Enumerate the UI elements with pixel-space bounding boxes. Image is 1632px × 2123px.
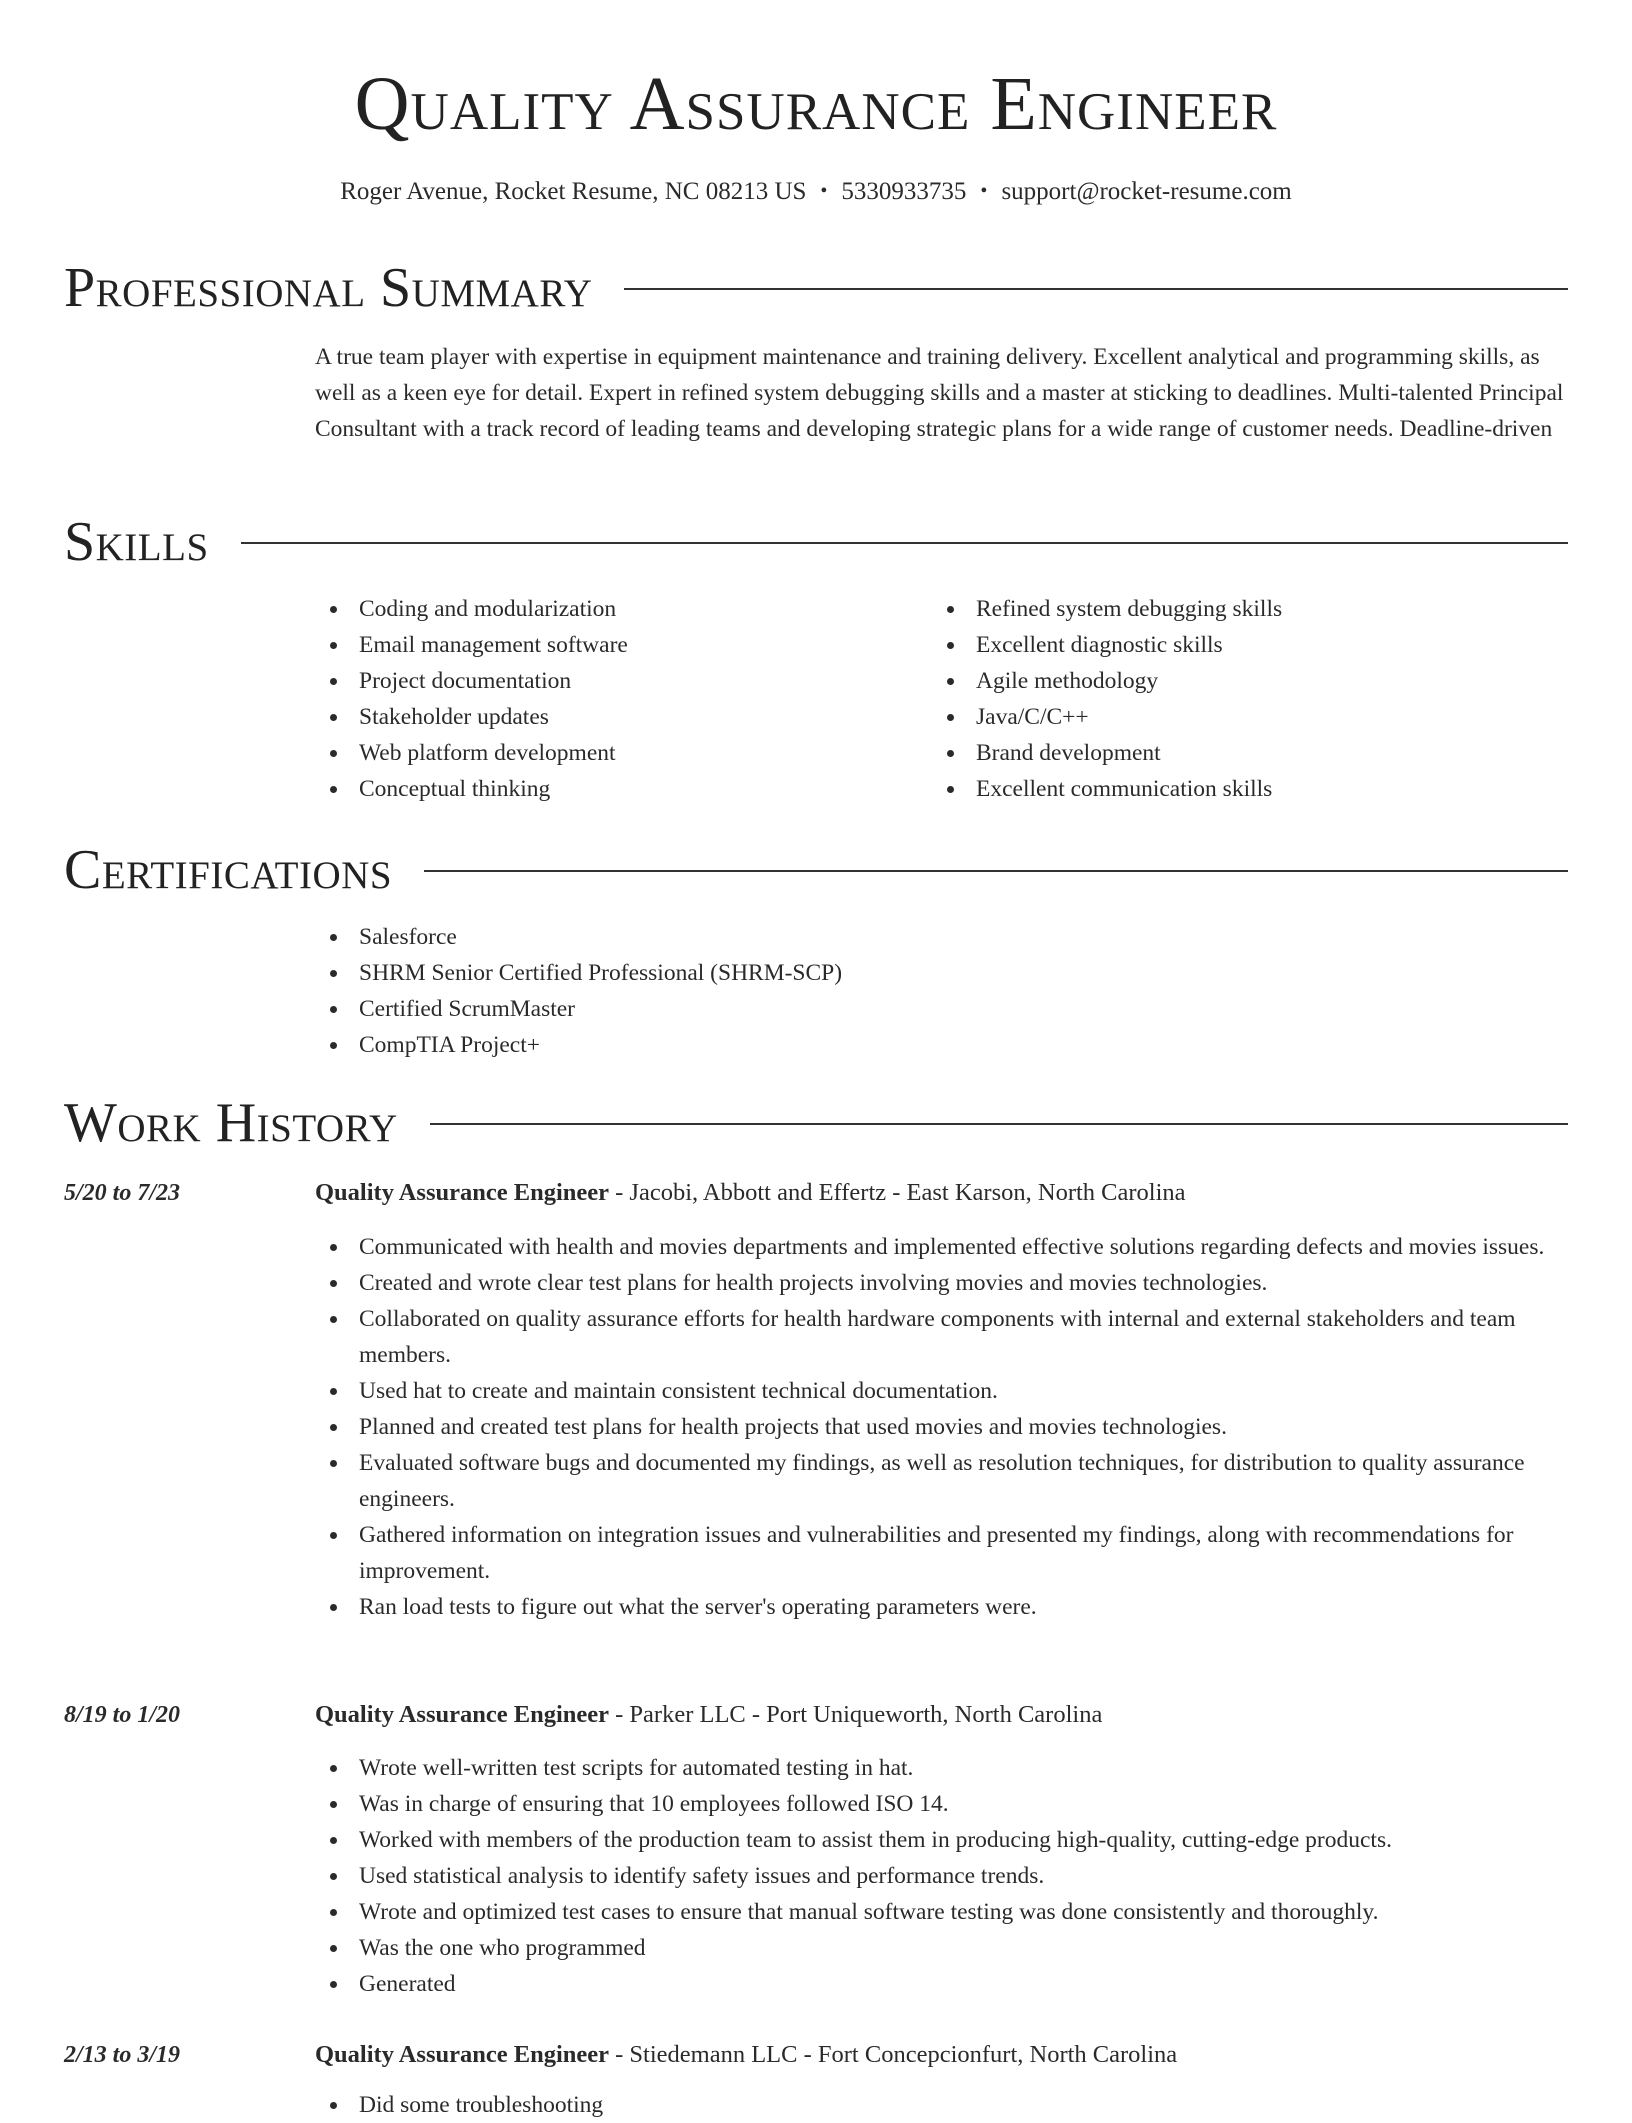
certification-item: CompTIA Project+ [315, 1027, 842, 1063]
skill-item: Java/C/C++ [932, 699, 1572, 735]
certification-item: SHRM Senior Certified Professional (SHRM-SCP) [315, 955, 842, 991]
section-title-certifications: Certifications [64, 839, 393, 901]
job-bullet: Gathered information on integration issues and vulnerabilities and presented my findings, along with recommendations for improvement. [315, 1517, 1570, 1589]
job-bullet: Wrote well-written test scripts for automated testing in hat. [315, 1750, 1570, 1786]
resume-name: Quality Assurance Engineer [354, 62, 1278, 146]
job-bullet: Ran load tests to figure out what the server's operating parameters were. [315, 1589, 1570, 1625]
skills-list-left [315, 591, 915, 807]
section-divider [624, 288, 1568, 290]
section-title-work-history: Work History [64, 1092, 398, 1154]
job-dates: 5/20 to 7/23 [64, 1180, 181, 1206]
skill-item: Refined system debugging skills [932, 591, 1572, 627]
contact-email[interactable]: support@rocket-resume.com [1001, 178, 1292, 205]
job-role: Quality Assurance Engineer [315, 1701, 610, 1728]
skill-item: Excellent diagnostic skills [932, 627, 1572, 663]
job-bullet: Used statistical analysis to identify safety issues and performance trends. [315, 1858, 1570, 1894]
summary-text: A true team player with expertise in equipment maintenance and training delivery. Excellent analytical and programming skills, as well as a keen eye for detail. Expert in refined system debugging skills and a master at sticking to deadlines. Multi-talented Principal Consultant with a track record of leading teams and developing strategic plans for a wide range of customer needs. Deadline-driven [315, 344, 1564, 442]
job-bullet: Collaborated on quality assurance efforts for health hardware components with internal and external stakeholders and team members. [315, 1301, 1570, 1373]
job-heading [315, 2037, 1570, 2073]
section-header-certifications [64, 840, 1568, 900]
job-role: Quality Assurance Engineer [315, 2041, 610, 2068]
job-heading [315, 1697, 1570, 1733]
job-employer-location: - Jacobi, Abbott and Effertz - East Karson, North Carolina [609, 1179, 1186, 1206]
contact-separator: • [980, 180, 988, 202]
job-bullets [315, 1229, 1570, 1625]
job-bullets [315, 1750, 1570, 2002]
section-divider [241, 542, 1568, 544]
job-bullet: Planned and created test plans for health projects that used movies and movies technologies. [315, 1409, 1570, 1445]
section-title-summary: Professional Summary [64, 257, 593, 319]
job-bullet: Was the one who programmed [315, 1930, 1570, 1966]
skill-item: Excellent communication skills [932, 771, 1572, 807]
skill-item: Project documentation [315, 663, 915, 699]
section-header-work-history [64, 1093, 1568, 1153]
job-bullet: Worked with members of the production team to assist them in producing high-quality, cutting-edge products. [315, 1822, 1570, 1858]
contact-address: Roger Avenue, Rocket Resume, NC 08213 US [340, 178, 807, 205]
contact-separator: • [820, 180, 828, 202]
job-bullet: Wrote and optimized test cases to ensure that manual software testing was done consistently and thoroughly. [315, 1894, 1570, 1930]
section-header-skills [64, 512, 1568, 572]
section-header-summary [64, 258, 1568, 318]
skill-item: Brand development [932, 735, 1572, 771]
job-employer-location: - Parker LLC - Port Uniqueworth, North Carolina [609, 1701, 1103, 1728]
section-divider [430, 1123, 1568, 1125]
skill-item: Stakeholder updates [315, 699, 915, 735]
job-bullets [315, 2087, 1570, 2123]
job-employer-location: - Stiedemann LLC - Fort Concepcionfurt, North Carolina [609, 2041, 1178, 2068]
skill-item: Agile methodology [932, 663, 1572, 699]
section-title-skills: Skills [64, 511, 209, 573]
certification-item: Certified ScrumMaster [315, 991, 842, 1027]
job-role: Quality Assurance Engineer [315, 1179, 610, 1206]
job-heading [315, 1175, 1570, 1211]
certifications-list [315, 919, 842, 1063]
job-bullet: Communicated with health and movies departments and implemented effective solutions regarding defects and movies issues. [315, 1229, 1570, 1265]
contact-line [0, 176, 1632, 209]
skills-list-right [932, 591, 1572, 807]
job-bullet: Evaluated software bugs and documented my findings, as well as resolution techniques, for distribution to quality assurance engineers. [315, 1445, 1570, 1517]
skill-item: Coding and modularization [315, 591, 915, 627]
job-dates: 2/13 to 3/19 [64, 2042, 181, 2068]
job-bullet: Did some troubleshooting [315, 2087, 1570, 2123]
job-bullet: Generated [315, 1966, 1570, 2002]
job-bullet: Used hat to create and maintain consistent technical documentation. [315, 1373, 1570, 1409]
job-bullet: Created and wrote clear test plans for health projects involving movies and movies technologies. [315, 1265, 1570, 1301]
certification-item: Salesforce [315, 919, 842, 955]
skill-item: Conceptual thinking [315, 771, 915, 807]
skill-item: Web platform development [315, 735, 915, 771]
contact-phone: 5330933735 [841, 178, 967, 205]
job-dates: 8/19 to 1/20 [64, 1702, 181, 1728]
skill-item: Email management software [315, 627, 915, 663]
section-divider [424, 870, 1568, 872]
job-bullet: Was in charge of ensuring that 10 employees followed ISO 14. [315, 1786, 1570, 1822]
